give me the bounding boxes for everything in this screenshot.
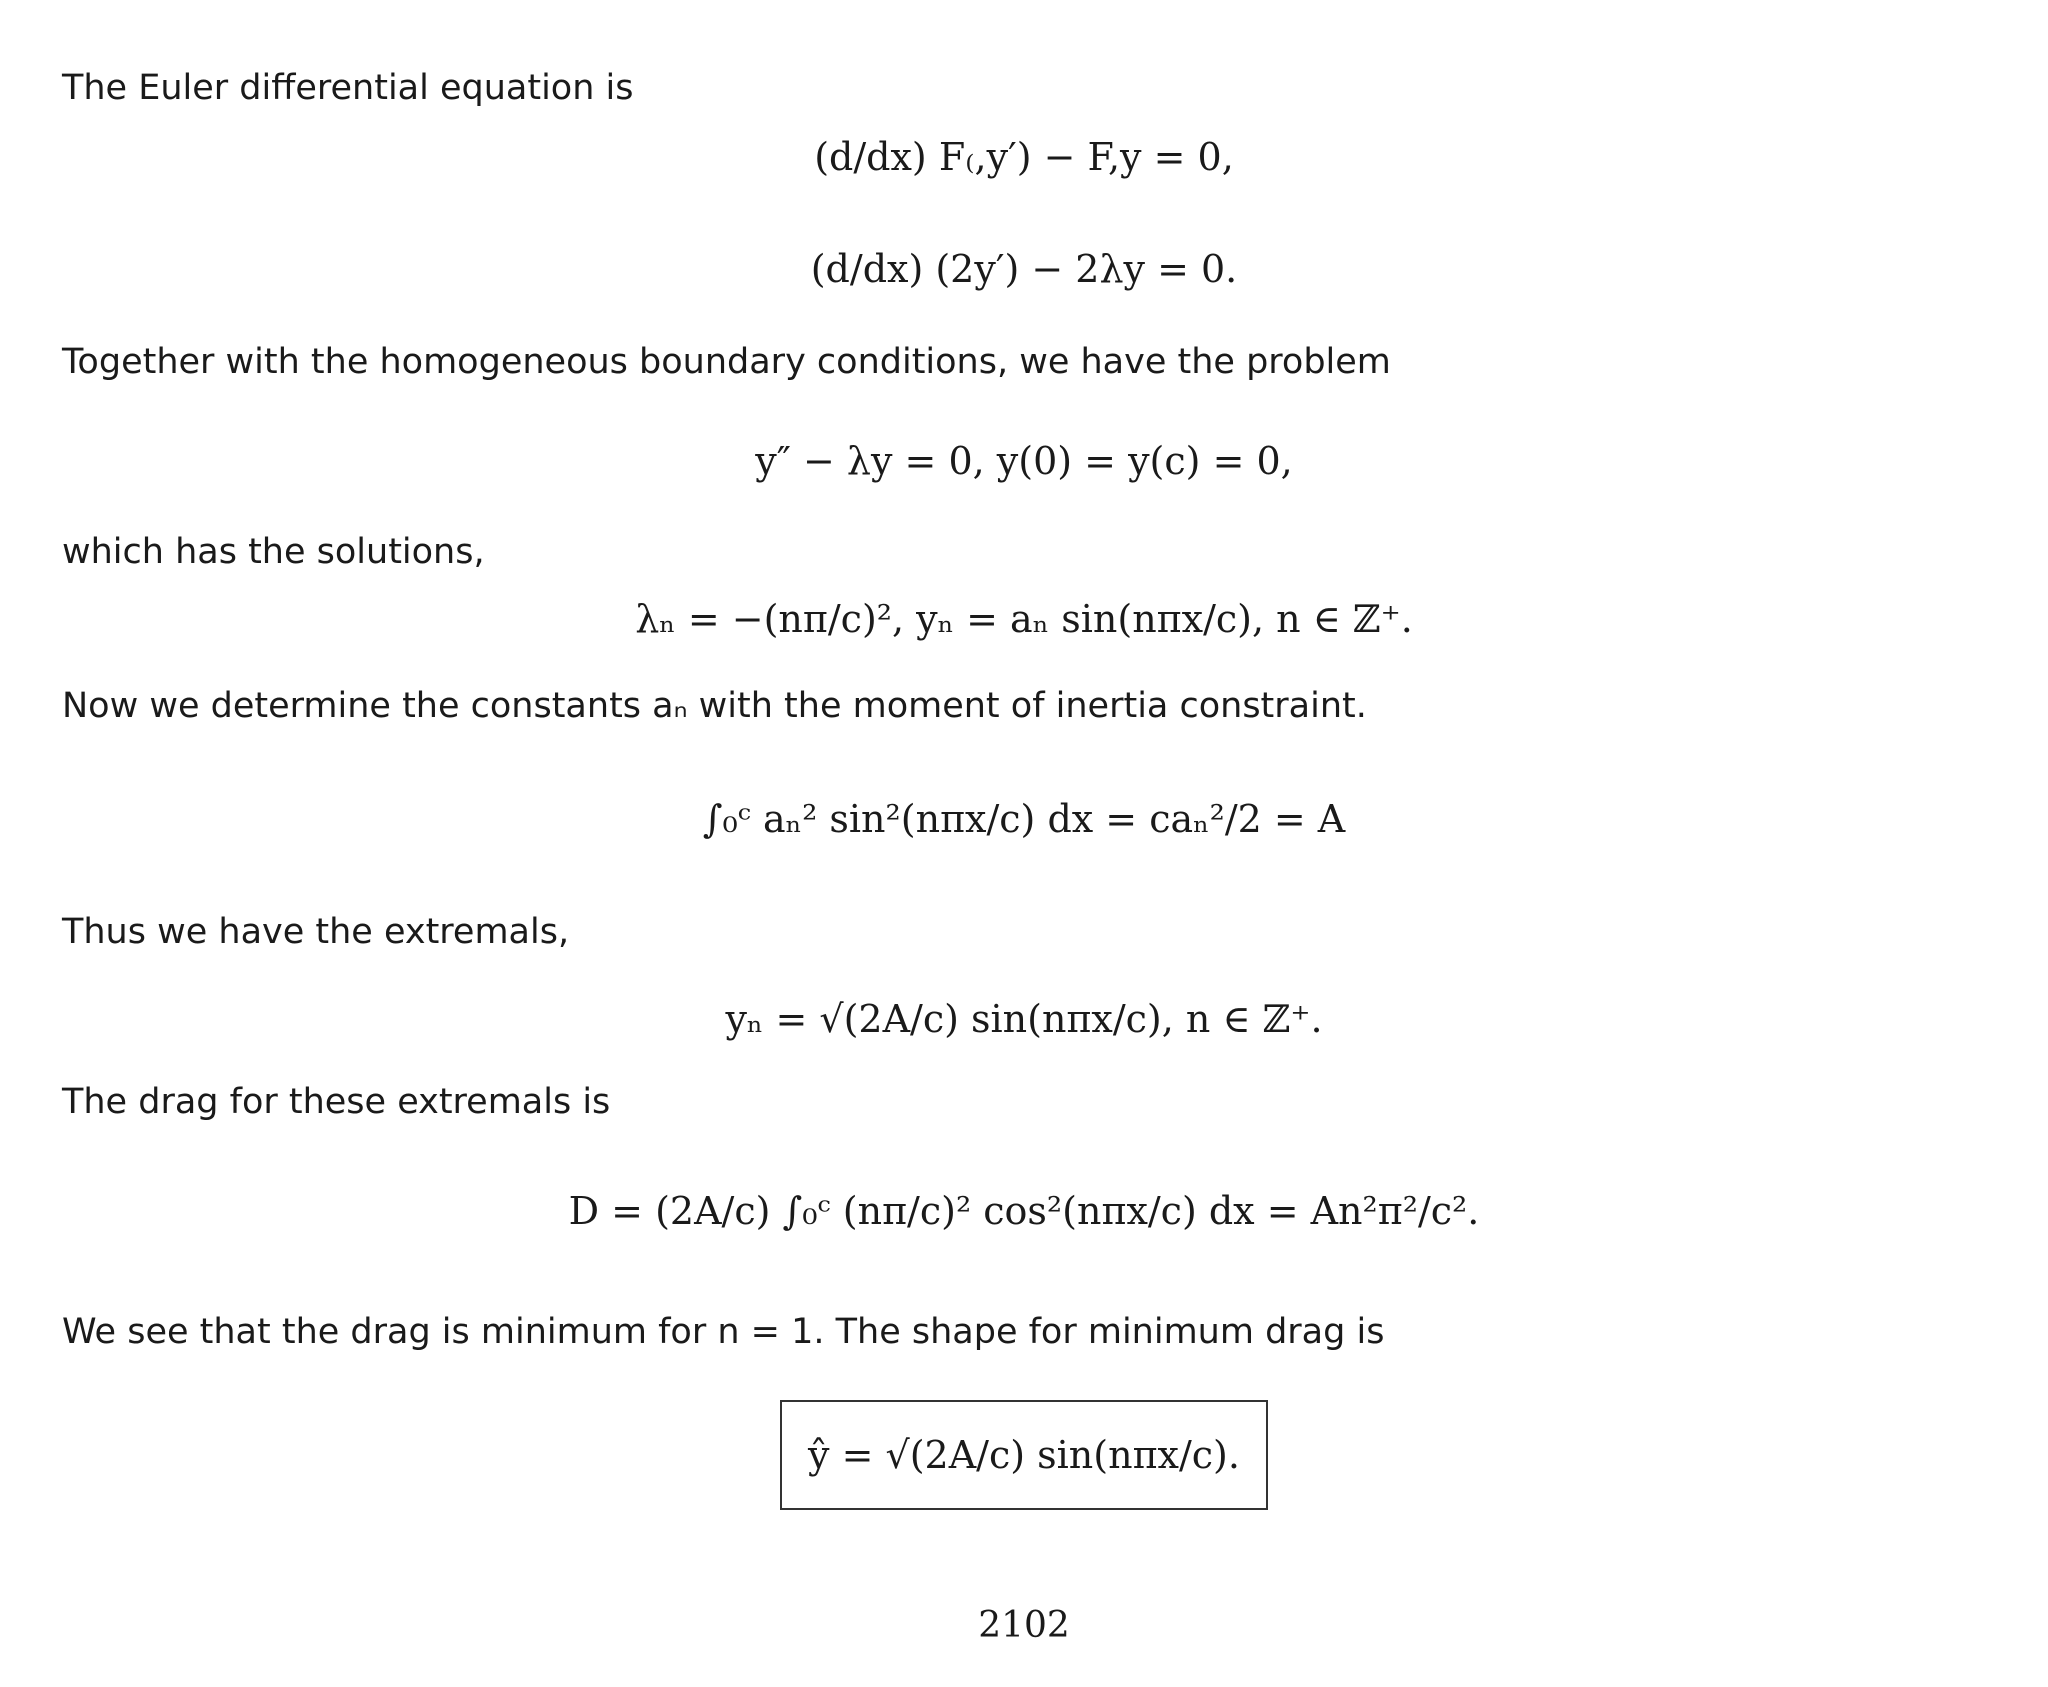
paragraph-extremals: Thus we have the extremals,: [62, 912, 570, 952]
paragraph-drag: The drag for these extremals is: [62, 1082, 611, 1122]
equation-euler-general: (d/dx) F₍,y′) − F,y = 0,: [814, 135, 1234, 179]
boxed-result-container: [0, 1400, 2048, 1510]
paragraph-minimum-drag: We see that the drag is minimum for n = 1. The shape for minimum drag is: [62, 1312, 1385, 1352]
equation-boundary-problem: y″ − λy = 0, y(0) = y(c) = 0,: [755, 439, 1293, 483]
paragraph-boundary-conditions: Together with the homogeneous boundary conditions, we have the problem: [62, 342, 1391, 382]
equation-euler-specific: (d/dx) (2y′) − 2λy = 0.: [810, 247, 1238, 291]
equation-inertia-constraint: ∫₀ᶜ aₙ² sin²(nπx/c) dx = caₙ²/2 = A: [702, 797, 1346, 841]
page-number: 2102: [978, 1605, 1070, 1646]
paragraph-euler-intro: The Euler differential equation is: [62, 68, 634, 108]
paragraph-solutions: which has the solutions,: [62, 532, 485, 572]
equation-drag: D = (2A/c) ∫₀ᶜ (nπ/c)² cos²(nπx/c) dx = An²π²/c².: [568, 1189, 1480, 1233]
equation-eigen-solutions: λₙ = −(nπ/c)², yₙ = aₙ sin(nπx/c), n ∈ ℤ⁺.: [635, 597, 1413, 641]
paragraph-constants: Now we determine the constants aₙ with the moment of inertia constraint.: [62, 686, 1367, 726]
equation-extremals: yₙ = √(2A/c) sin(nπx/c), n ∈ ℤ⁺.: [725, 997, 1323, 1041]
boxed-result-equation: ŷ = √(2A/c) sin(nπx/c).: [780, 1400, 1268, 1510]
